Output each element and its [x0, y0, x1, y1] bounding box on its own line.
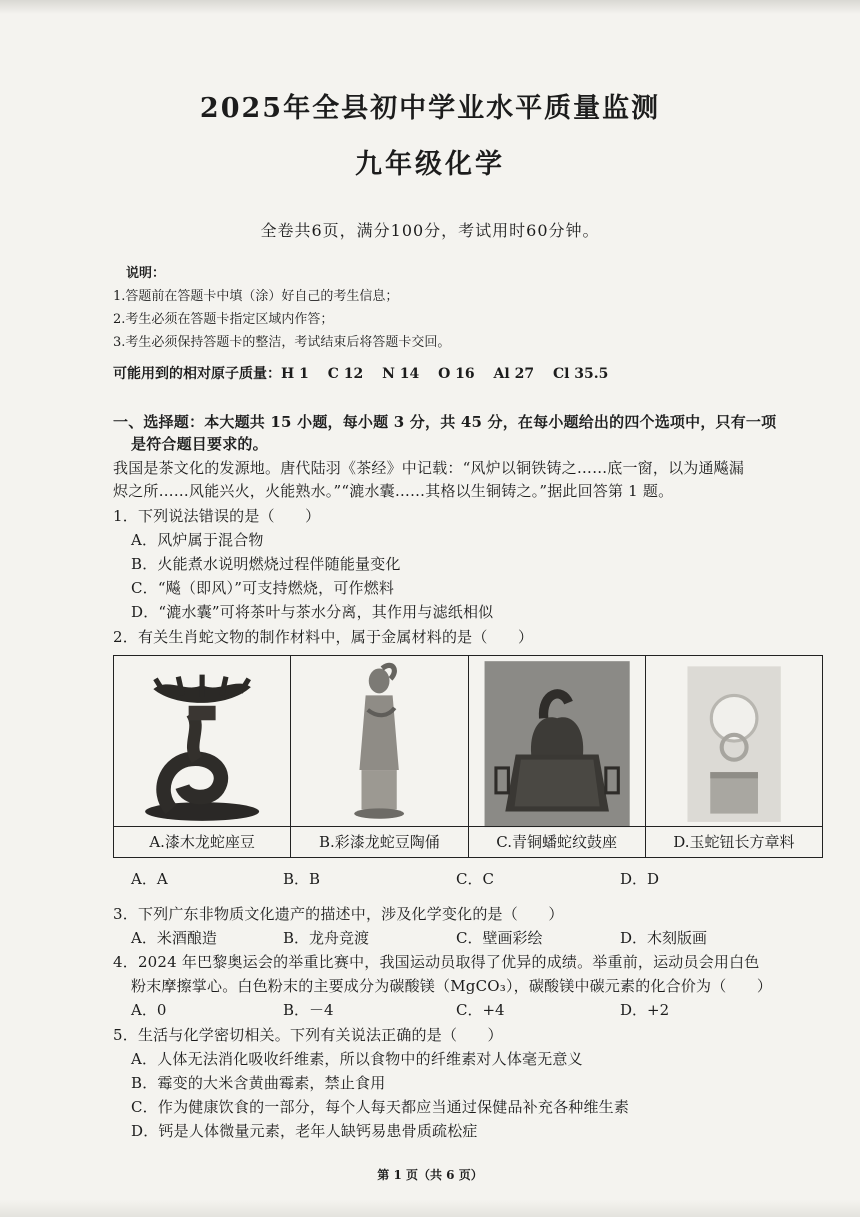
- question-1-option-b: B．火能煮水说明燃烧过程伴随能量变化: [131, 555, 401, 573]
- section-heading-cont: 是符合题目要求的。: [131, 435, 268, 453]
- exam-info: 全卷共6页，满分100分，考试用时60分钟。: [260, 221, 600, 240]
- question-5-stem: 5．生活与化学密切相关。下列有关说法正确的是（ ）: [113, 1026, 503, 1044]
- instruction-item: 3.考生必须保持答题卡的整洁，考试结束后将答题卡交回。: [113, 335, 451, 350]
- artifact-cell-a: [114, 656, 291, 858]
- artifact-caption-c: C.青铜蟠蛇纹鼓座: [469, 826, 645, 857]
- scan-bottom-edge: [0, 1200, 860, 1217]
- question-4-option-c: C．+4: [456, 1001, 505, 1019]
- question-3-option-b: B．龙舟竞渡: [283, 929, 370, 947]
- question-4-option-a: A．0: [131, 1001, 167, 1019]
- instruction-item: 1.答题前在答题卡中填（涂）好自己的考生信息；: [113, 289, 399, 304]
- artifact-cell-d: [645, 656, 822, 858]
- question-1-stem: 1．下列说法错误的是（ ）: [113, 507, 321, 525]
- scan-top-edge: [0, 0, 860, 14]
- passage-line: 烬之所……风能兴火，火能熟水。”“漉水囊……其格以生铜铸之。”据此回答第 1 题。: [113, 482, 674, 500]
- passage-line: 我国是茶文化的发源地。唐代陆羽《茶经》中记载：“风炉以铜铁铸之……底一窗，以为通飚漏: [113, 459, 745, 477]
- question-2-option-c: C．C: [456, 870, 494, 888]
- artifact-cell-b: [291, 656, 468, 858]
- section-heading: 一、选择题：本大题共 15 小题，每小题 3 分，共 45 分，在每小题给出的四个选项中，只有一项: [113, 413, 777, 431]
- question-4-option-b: B．－4: [283, 1001, 334, 1019]
- question-5-option-d: D．钙是人体微量元素，老年人缺钙易患骨质疏松症: [131, 1122, 478, 1140]
- question-4-stem-cont: 粉末摩擦掌心。白色粉末的主要成分为碳酸镁（MgCO₃），碳酸镁中碳元素的化合价为（ ）: [131, 977, 773, 995]
- jade-seal-image: [646, 656, 822, 832]
- question-2-option-d: D．D: [620, 870, 660, 888]
- question-1-option-a: A．风炉属于混合物: [131, 531, 264, 549]
- artifact-table: [113, 655, 823, 858]
- question-5-option-a: A．人体无法消化吸收纤维素，所以食物中的纤维素对人体毫无意义: [131, 1050, 583, 1068]
- page-number: 第 1 页（共 6 页）: [377, 1168, 483, 1182]
- bronze-drum-stand-image: [469, 656, 645, 832]
- painted-pottery-figurine-image: [291, 656, 467, 832]
- question-4-option-d: D．+2: [620, 1001, 670, 1019]
- question-5-option-b: B．霉变的大米含黄曲霉素，禁止食用: [131, 1074, 386, 1092]
- question-3-stem: 3．下列广东非物质文化遗产的描述中，涉及化学变化的是（ ）: [113, 905, 564, 923]
- atomic-mass-values: H 1 C 12 N 14 O 16 Al 27 Cl 35.5: [281, 366, 609, 382]
- exam-title: 2025年全县初中学业水平质量监测: [199, 93, 661, 124]
- instruction-item: 2.考生必须在答题卡指定区域内作答；: [113, 312, 334, 327]
- artifact-caption-d: D.玉蛇钮长方章料: [646, 826, 822, 857]
- question-1-option-c: C．“飚（即风）”可支持燃烧，可作燃料: [131, 579, 395, 597]
- artifact-caption-b: B.彩漆龙蛇豆陶俑: [291, 826, 467, 857]
- question-2-stem: 2．有关生肖蛇文物的制作材料中，属于金属材料的是（ ）: [113, 628, 534, 646]
- question-4-stem: 4．2024 年巴黎奥运会的举重比赛中，我国运动员取得了优异的成绩。举重前，运动员会用白色: [113, 953, 760, 971]
- artifact-cell-c: [468, 656, 645, 858]
- instructions-heading: 说明：: [126, 266, 166, 281]
- question-3-option-d: D．木刻版画: [620, 929, 708, 947]
- artifact-caption-a: A.漆木龙蛇座豆: [114, 826, 290, 857]
- question-2-option-a: A．A: [131, 870, 168, 888]
- atomic-mass-label: 可能用到的相对原子质量：: [113, 366, 281, 382]
- question-2-option-b: B．B: [283, 870, 321, 888]
- question-1-option-d: D．“漉水囊”可将茶叶与茶水分离，其作用与滤纸相似: [131, 603, 494, 621]
- atomic-mass-line: [113, 363, 608, 383]
- question-3-option-a: A．米酒酿造: [131, 929, 217, 947]
- question-3-option-c: C．壁画彩绘: [456, 929, 543, 947]
- lacquer-wood-serpent-stand-image: [114, 656, 290, 832]
- subject-title: 九年级化学: [355, 149, 505, 180]
- question-5-option-c: C．作为健康饮食的一部分，每个人每天都应当通过保健品补充各种维生素: [131, 1098, 630, 1116]
